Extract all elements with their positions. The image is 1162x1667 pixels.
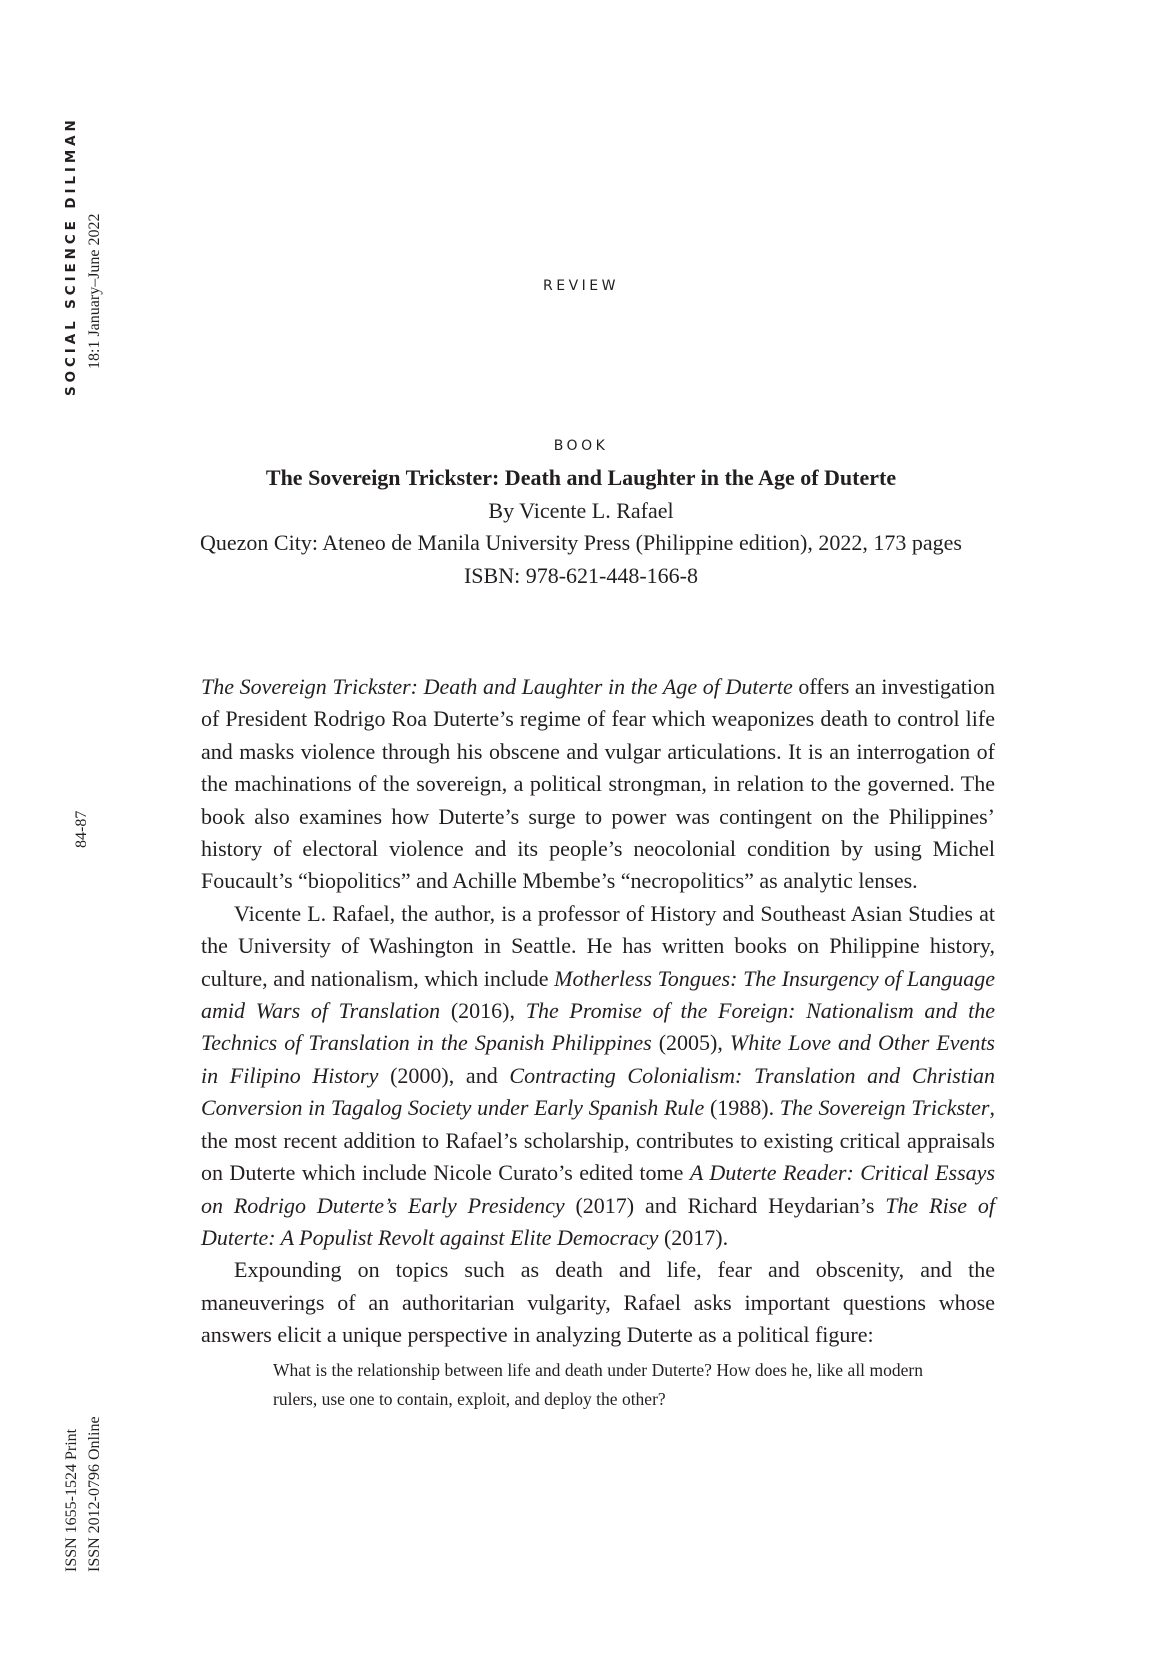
cited-work: The Rise of Duterte: A Populist Revolt against Elite Democracy (201, 1192, 995, 1250)
cited-work: Motherless Tongues: The Insurgency of Language amid Wars of Translation (201, 965, 996, 1024)
section-label: REVIEW (543, 278, 619, 294)
paragraph-3: Expounding on topics such as death and life, fear and obscenity, and the maneuverings of an authoritarian vulgarity, Rafael asks important questions whose answers elicit a unique perspective in analyzing Duterte as a political figure: (201, 1257, 995, 1348)
book-title-reference: The Sovereign Trickster: Death and Laughter in the Age of Duterte (201, 674, 793, 699)
book-isbn: ISBN: 978-621-448-166-8 (463, 562, 699, 588)
paragraph-2: Vicente L. Rafael, the author, is a professor of History and Southeast Asian Studies at the University of Washington in Seattle. He has written books on Philippine history, culture, and nationalism, which include Motherless Tongues: The Insurgency of Language amid Wars of Translation (2016), The Promise of the Foreign: Nationalism and the Technics of Translation in the Spanish Philippines (2005), White Love and Other Events in Filipino History (2000), and Contracting Colonialism: Translation and Christian Conversion in Tagalog Society under Early Spanish Rule (1988). The Sovereign Trickster, the most recent addition to Rafael’s scholarship, contributes to existing critical appraisals on Duterte which include Nicole Curato’s edited tome A Duterte Reader: Critical Essays on Rodrigo Duterte’s Early Presidency (2017) and Richard Heydarian’s The Rise of Duterte: A Populist Revolt against Elite Democracy (2017). (201, 900, 996, 1250)
issn-block (60, 1416, 106, 1572)
journal-name: SOCIAL SCIENCE DILIMAN (63, 116, 79, 396)
book-bibliography (0, 462, 1162, 592)
paragraph-1: The Sovereign Trickster: Death and Laughter in the Age of Duterte offers an investigation of President Rodrigo Roa Duterte’s regime of fear which weaponizes death to control life and masks violence through his obscene and vulgar articulations. It is an interrogation of the machinations of the sovereign, a political strongman, in relation to the governed. The book also examines how Duterte’s surge to power was contingent on the Philippines’ history of electoral violence and its people’s neocolonial condition by using Michel Foucault’s “biopolitics” and Achille Mbembe’s “necropolitics” as analytic lenses. (201, 674, 995, 894)
book-title: The Sovereign Trickster: Death and Laughter in the Age of Duterte (265, 465, 897, 490)
book-author: By Vicente L. Rafael (488, 497, 674, 523)
review-body (201, 671, 995, 1414)
book-publisher: Quezon City: Ateneo de Manila University Press (Philippine edition), 2022, 173 pages (200, 530, 962, 555)
issn-online: ISSN 2012-0796 Online (86, 1416, 103, 1572)
cited-work: White Love and Other Events in Filipino History (201, 1030, 995, 1088)
book-label: BOOK (553, 438, 609, 454)
cited-work: The Sovereign Trickster (779, 1095, 990, 1121)
journal-issue: 18:1 January–June 2022 (86, 213, 103, 369)
issn-print: ISSN 1655-1524 Print (63, 1428, 80, 1572)
journal-running-head (60, 116, 106, 396)
page-range: 84-87 (73, 810, 90, 848)
cited-work: The Promise of the Foreign: Nationalism and the Technics of Translation in the Spanish Philippines (201, 998, 995, 1056)
cited-work: Contracting Colonialism: Translation and Christian Conversion in Tagalog Society under Early Spanish Rule (201, 1062, 996, 1121)
block-quote: What is the relationship between life and death under Duterte? How does he, like all modern rulers, use one to contain, exploit, and deploy the other? (273, 1359, 923, 1409)
cited-work: A Duterte Reader: Critical Essays on Rodrigo Duterte’s Early Presidency (201, 1160, 996, 1218)
